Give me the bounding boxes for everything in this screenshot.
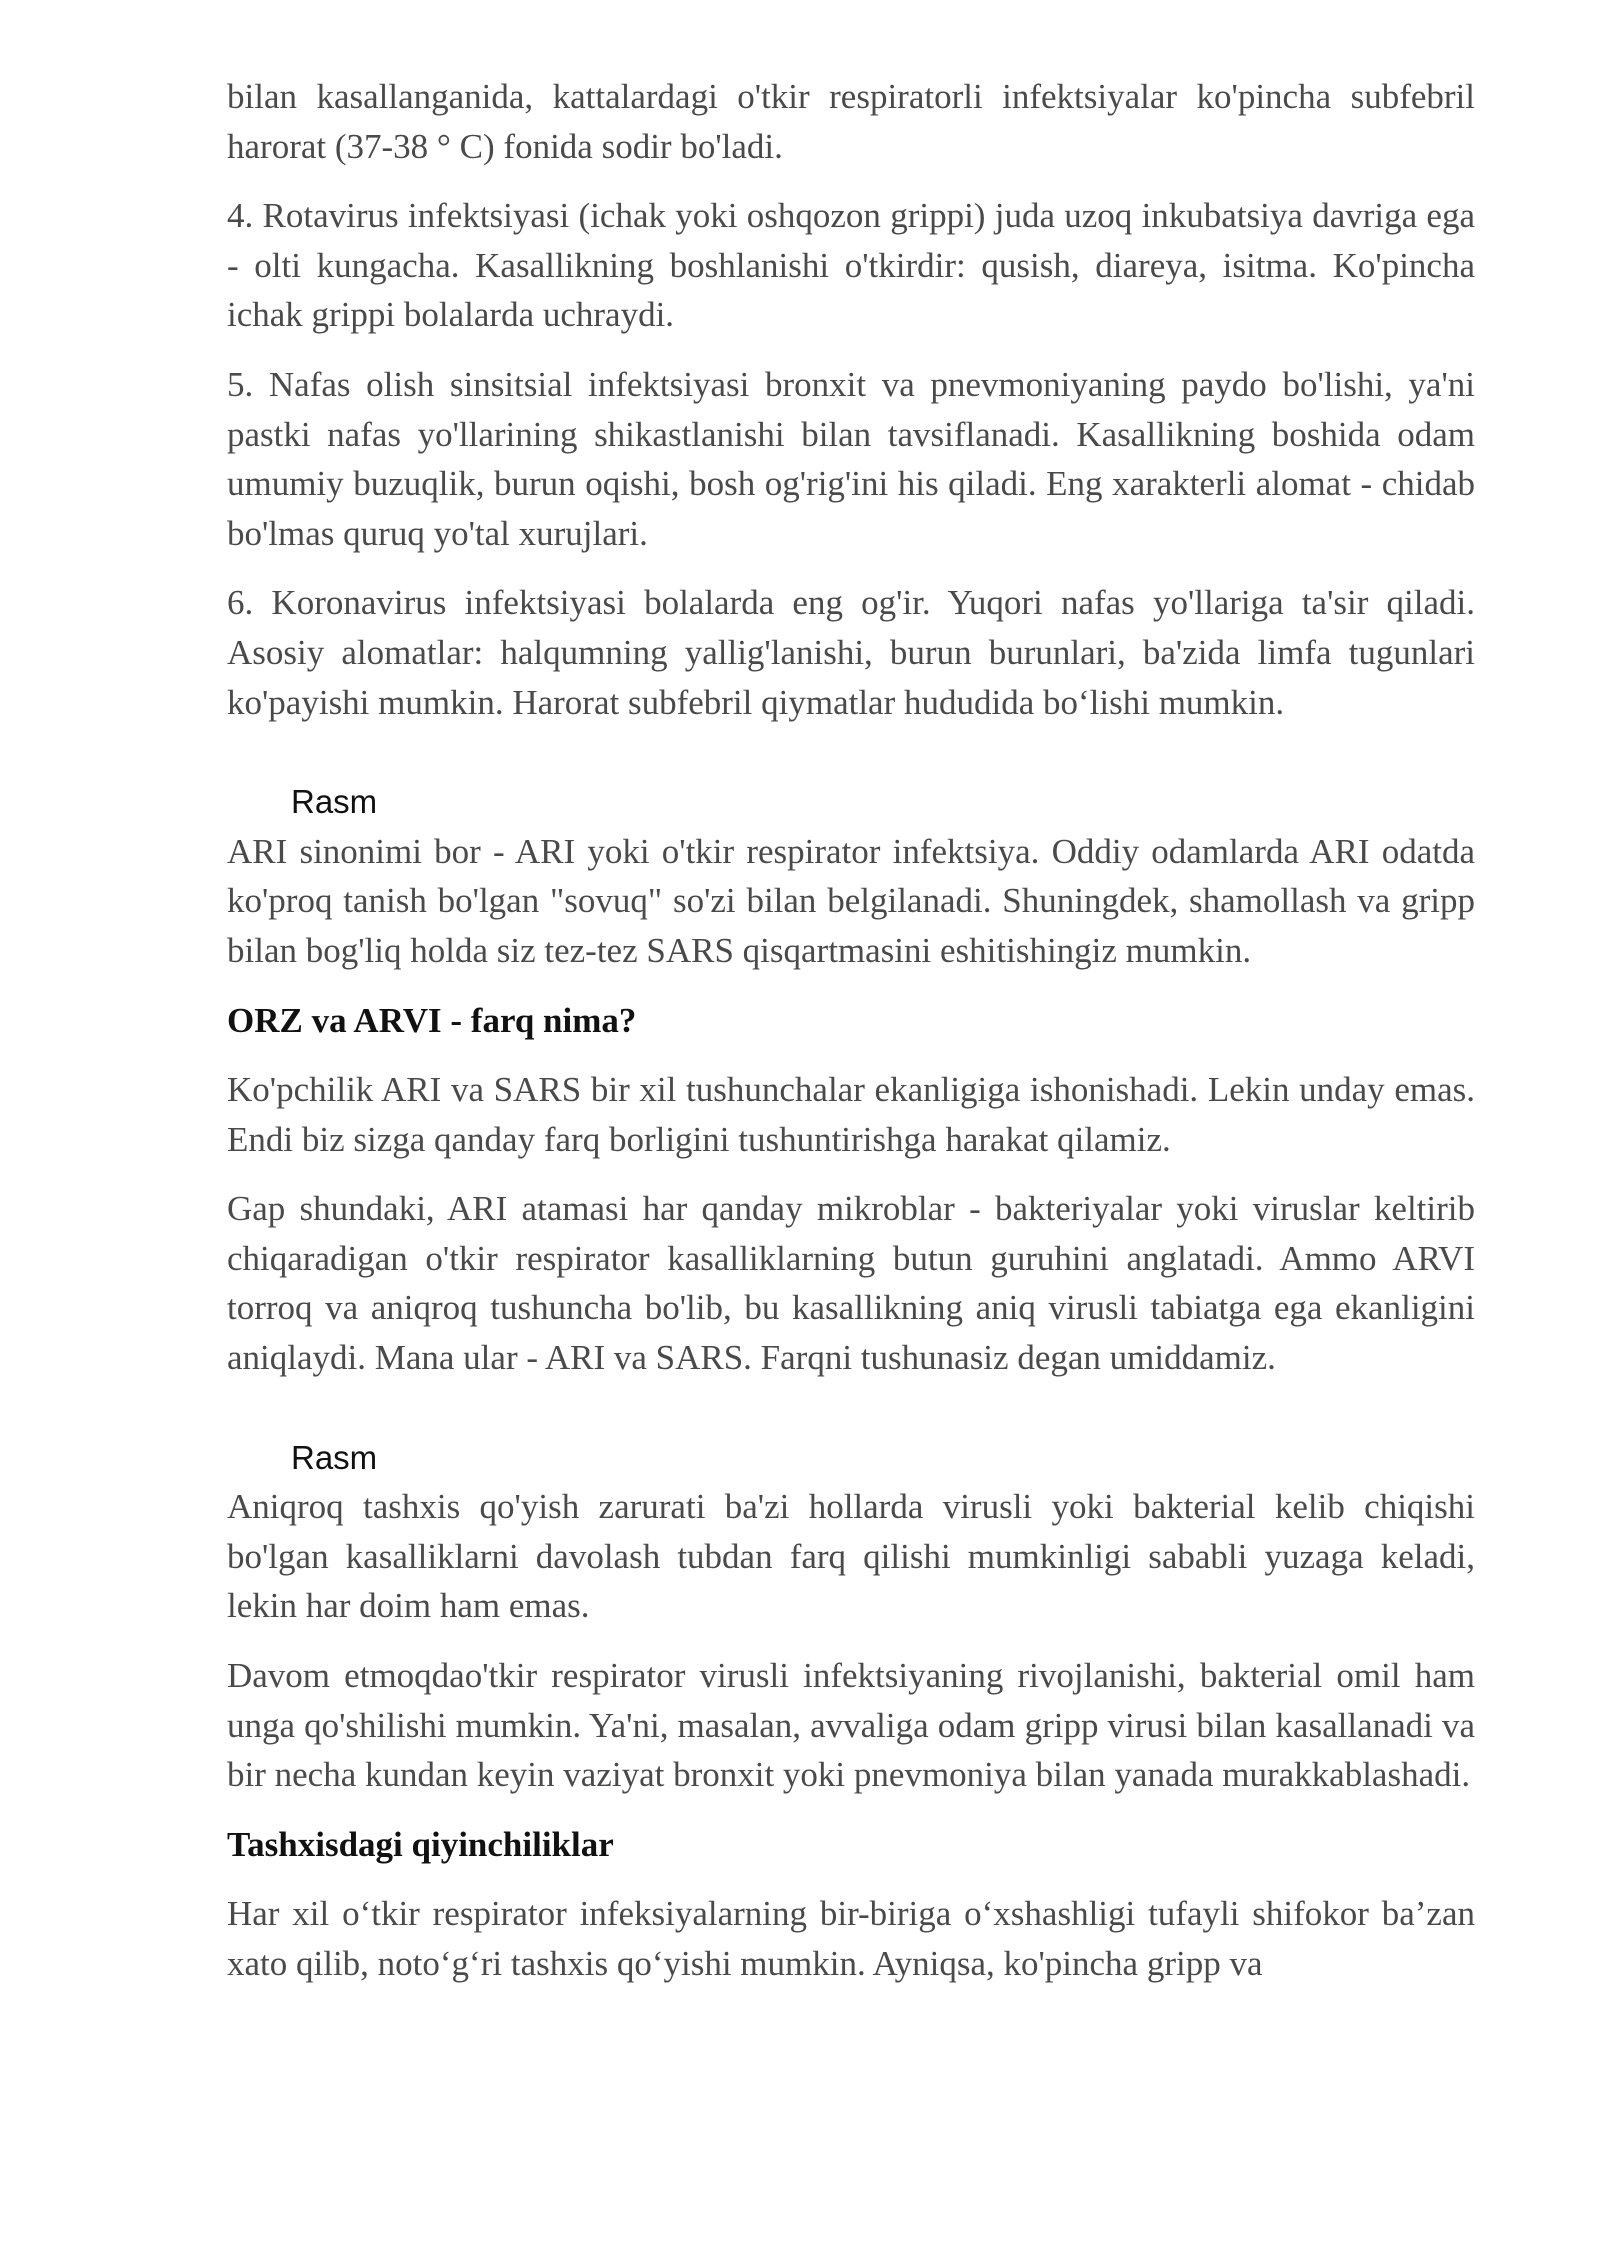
section-heading: Tashxisdagi qiyinchiliklar <box>227 1824 614 1864</box>
paragraph-ari-sars-same: Ko'pchilik ARI va SARS bir xil tushunchalar ekanligiga ishonishadi. Lekin unday emas. Endi biz sizga qanday farq borligini tushuntirishga harakat qilamiz. <box>227 1070 1475 1159</box>
paragraph-rotavirus: 4. Rotavirus infektsiyasi (ichak yoki oshqozon grippi) juda uzoq inkubatsiya davriga ega - olti kungacha. Kasallikning boshlanishi o'tkirdir: qusish, diareya, isitma. Ko'pincha ichak grippi bolalarda uchraydi. <box>227 196 1475 335</box>
image-caption: Rasm <box>291 1438 378 1476</box>
paragraph-bacterial-factor: Davom etmoqdao'tkir respirator virusli infektsiyaning rivojlanishi, bakterial omil ham unga qo'shilishi mumkin. Ya'ni, masalan, avvaliga odam gripp virusi bilan kasallanadi va bir necha kundan keyin vaziyat bronxit yoki pnevmoniya bilan yanada murakkablashadi. <box>227 1656 1475 1795</box>
image-caption: Rasm <box>291 783 378 821</box>
paragraph-subfebrile: bilan kasallanganida, kattalardagi o'tkir respiratorli infektsiyalar ko'pincha subfebril harorat (37-38 ° C) fonida sodir bo'ladi. <box>227 77 1475 166</box>
paragraph-rsv: 5. Nafas olish sinsitsial infektsiyasi bronxit va pnevmoniyaning paydo bo'lishi, ya'ni pastki nafas yo'llarining shikastlanishi bilan tavsiflanadi. Kasallikning boshida odam umumiy buzuqlik, burun oqishi, bosh og'rig'ini his qiladi. Eng xarakterli alomat - chidab bo'lmas quruq yo'tal xurujlari. <box>227 364 1475 553</box>
paragraph-ari-synonym: ARI sinonimi bor - ARI yoki o'tkir respirator infektsiya. Oddiy odamlarda ARI odatda ko'proq tanish bo'lgan "sovuq" so'zi bilan belgilanadi. Shuningdek, shamollash va gripp bilan bog'liq holda siz tez-tez SARS qisqartmasini eshitishingiz mumkin. <box>227 831 1475 970</box>
document-page <box>227 72 1475 1989</box>
paragraph-diagnosis-need: Aniqroq tashxis qo'yish zarurati ba'zi hollarda virusli yoki bakterial kelib chiqishi bo'lgan kasalliklarni davolash tubdan farq qilishi mumkinligi sababli yuzaga keladi, lekin har doim ham emas. <box>227 1487 1475 1626</box>
section-heading: ORZ va ARVI - farq nima? <box>227 1000 637 1040</box>
paragraph-ari-definition: Gap shundaki, ARI atamasi har qanday mikroblar - bakteriyalar yoki viruslar keltirib chiqaradigan o'tkir respirator kasalliklarning butun guruhini anglatadi. Ammo ARVI torroq va aniqroq tushuncha bo'lib, bu kasallikning aniq virusli tabiatga ega ekanligini aniqlaydi. Mana ular - ARI va SARS. Farqni tushunasiz degan umiddamiz. <box>227 1189 1475 1378</box>
paragraph-coronavirus: 6. Koronavirus infektsiyasi bolalarda eng og'ir. Yuqori nafas yo'llariga ta'sir qiladi. Asosiy alomatlar: halqumning yallig'lanishi, burun burunlari, ba'zida limfa tugunlari ko'payishi mumkin. Harorat subfebril qiymatlar hududida bo‘lishi mumkin. <box>227 583 1475 722</box>
paragraph-diagnosis-difficulty: Har xil o‘tkir respirator infeksiyalarning bir-biriga o‘xshashligi tufayli shifokor ba’zan xato qilib, noto‘g‘ri tashxis qo‘yishi mumkin. Ayniqsa, ko'pincha gripp va <box>227 1894 1475 1983</box>
